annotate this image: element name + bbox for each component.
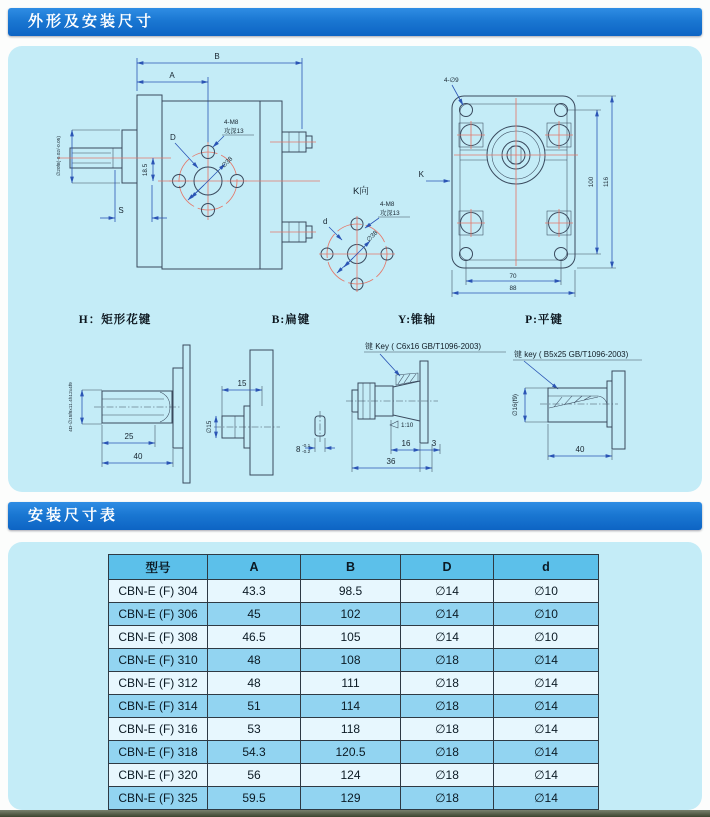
value-cell: ∅14 xyxy=(494,787,599,810)
mounting-table xyxy=(108,554,599,810)
value-cell: ∅14 xyxy=(494,764,599,787)
column-header: d xyxy=(494,555,599,580)
table-row xyxy=(109,741,599,764)
model-cell: CBN-E (F) 316 xyxy=(109,718,208,741)
dim-36-label: 36 xyxy=(386,457,396,466)
kview-dia38-label: ∅38 xyxy=(365,229,380,244)
dim-16-label: 16 xyxy=(401,439,411,448)
value-cell: 54.3 xyxy=(208,741,301,764)
parallel-key-spec: 键 key ( B5x25 GB/T1096-2003) xyxy=(514,350,629,359)
column-header: A xyxy=(208,555,301,580)
table-row xyxy=(109,580,599,603)
table-row xyxy=(109,764,599,787)
side-view-drawing xyxy=(56,52,320,269)
dim-8-tol-lower: -0.2 xyxy=(302,450,311,455)
value-cell: ∅14 xyxy=(401,603,494,626)
value-cell: 129 xyxy=(301,787,401,810)
drawing-panel xyxy=(8,46,702,492)
value-cell: ∅14 xyxy=(494,672,599,695)
k-arrow-label: K xyxy=(418,170,424,179)
table-row xyxy=(109,787,599,810)
value-cell: 48 xyxy=(208,649,301,672)
table-row xyxy=(109,672,599,695)
side-holes-callout-2: 攻深13 xyxy=(224,128,244,135)
kview-holes-callout-1: 4-M8 xyxy=(380,201,395,208)
key-type-h-title: H：矩形花键 xyxy=(78,314,152,326)
section-header-table xyxy=(8,502,702,530)
dim-D-label: D xyxy=(170,133,176,142)
value-cell: ∅18 xyxy=(401,718,494,741)
model-cell: CBN-E (F) 325 xyxy=(109,787,208,810)
dim-100-label: 100 xyxy=(588,176,595,188)
model-cell: CBN-E (F) 304 xyxy=(109,580,208,603)
table-panel xyxy=(8,542,702,810)
dim-S-label: S xyxy=(118,206,124,215)
model-cell: CBN-E (F) 312 xyxy=(109,672,208,695)
column-header: B xyxy=(301,555,401,580)
model-cell: CBN-E (F) 318 xyxy=(109,741,208,764)
value-cell: 56 xyxy=(208,764,301,787)
value-cell: ∅14 xyxy=(494,718,599,741)
value-cell: ∅18 xyxy=(401,764,494,787)
value-cell: ∅10 xyxy=(494,580,599,603)
key-type-p-title: P:平键 xyxy=(525,314,563,326)
dim-8-label: 8 xyxy=(296,445,301,454)
dim-88-label: 88 xyxy=(509,285,517,292)
value-cell: ∅10 xyxy=(494,626,599,649)
value-cell: ∅18 xyxy=(401,787,494,810)
dia38-label: ∅38 xyxy=(220,155,235,170)
value-cell: 124 xyxy=(301,764,401,787)
value-cell: 43.3 xyxy=(208,580,301,603)
model-cell: CBN-E (F) 320 xyxy=(109,764,208,787)
model-cell: CBN-E (F) 314 xyxy=(109,695,208,718)
page-bottom-edge xyxy=(0,810,710,817)
key-type-b-title: B:扁键 xyxy=(271,314,311,326)
value-cell: 59.5 xyxy=(208,787,301,810)
value-cell: ∅14 xyxy=(401,626,494,649)
spline-spec-label: 4D-∅15f9x11.4h12x4f9 xyxy=(69,382,74,432)
column-header: 型号 xyxy=(109,555,208,580)
value-cell: ∅18 xyxy=(401,649,494,672)
dim-B-label: B xyxy=(214,52,220,61)
value-cell: 102 xyxy=(301,603,401,626)
rear-holes-callout: 4-∅9 xyxy=(444,77,459,84)
value-cell: 118 xyxy=(301,718,401,741)
kview-d-label: d xyxy=(323,217,328,226)
value-cell: ∅14 xyxy=(494,695,599,718)
rear-view-drawing xyxy=(419,77,616,297)
kview-holes-callout-2: 攻深13 xyxy=(380,210,400,217)
value-cell: ∅10 xyxy=(494,603,599,626)
dim-15-label: 15 xyxy=(237,379,247,388)
table-header-row xyxy=(109,555,599,580)
table-row xyxy=(109,649,599,672)
table-row xyxy=(109,695,599,718)
value-cell: 53 xyxy=(208,718,301,741)
dia-16-label: ∅16(f9) xyxy=(512,394,519,416)
spline-shaft-detail xyxy=(68,345,190,483)
value-cell: 111 xyxy=(301,672,401,695)
column-header: D xyxy=(401,555,494,580)
dim-3-label: 3 xyxy=(431,439,437,448)
taper-ratio-label: 1:10 xyxy=(401,422,414,429)
value-cell: ∅18 xyxy=(401,741,494,764)
dim-A-label: A xyxy=(169,71,175,80)
table-row xyxy=(109,718,599,741)
value-cell: ∅18 xyxy=(401,672,494,695)
dia-15-label: ∅15 xyxy=(206,420,213,434)
side-holes-callout-1: 4-M8 xyxy=(224,119,239,126)
dim-40-label: 40 xyxy=(133,452,143,461)
dim-185-label: 18.5 xyxy=(142,163,149,177)
dim-25-label: 25 xyxy=(124,432,134,441)
model-cell: CBN-E (F) 306 xyxy=(109,603,208,626)
taper-key-spec: 键 Key ( C6x16 GB/T1096-2003) xyxy=(365,342,482,351)
parallel-key-shaft-detail xyxy=(512,349,642,460)
shaft-diameter-label: ∅20f8(-0.02/-0.05) xyxy=(57,136,62,176)
value-cell: 48 xyxy=(208,672,301,695)
dim-70-label: 70 xyxy=(509,273,517,280)
key-type-y-title: Y:锥轴 xyxy=(397,314,437,326)
value-cell: 51 xyxy=(208,695,301,718)
value-cell: 45 xyxy=(208,603,301,626)
value-cell: 46.5 xyxy=(208,626,301,649)
dim-8-tol-upper: -0.1 xyxy=(302,444,311,449)
section-title: 外形及安装尺寸 xyxy=(28,13,155,30)
value-cell: ∅18 xyxy=(401,695,494,718)
value-cell: 108 xyxy=(301,649,401,672)
section-title: 安装尺寸表 xyxy=(28,507,119,524)
value-cell: 98.5 xyxy=(301,580,401,603)
k-view-title: K向 xyxy=(353,186,369,197)
taper-shaft-detail xyxy=(346,341,506,472)
value-cell: ∅14 xyxy=(494,741,599,764)
value-cell: 114 xyxy=(301,695,401,718)
technical-drawing xyxy=(8,46,702,492)
k-direction-view xyxy=(319,185,410,292)
dim-116-label: 116 xyxy=(603,176,610,188)
table-row xyxy=(109,603,599,626)
value-cell: ∅14 xyxy=(401,580,494,603)
value-cell: 105 xyxy=(301,626,401,649)
value-cell: 120.5 xyxy=(301,741,401,764)
model-cell: CBN-E (F) 310 xyxy=(109,649,208,672)
section-header-outline xyxy=(8,8,702,36)
dim-40-p-label: 40 xyxy=(575,445,585,454)
table-row xyxy=(109,626,599,649)
value-cell: ∅14 xyxy=(494,649,599,672)
model-cell: CBN-E (F) 308 xyxy=(109,626,208,649)
flat-key-shaft-detail xyxy=(206,350,335,475)
